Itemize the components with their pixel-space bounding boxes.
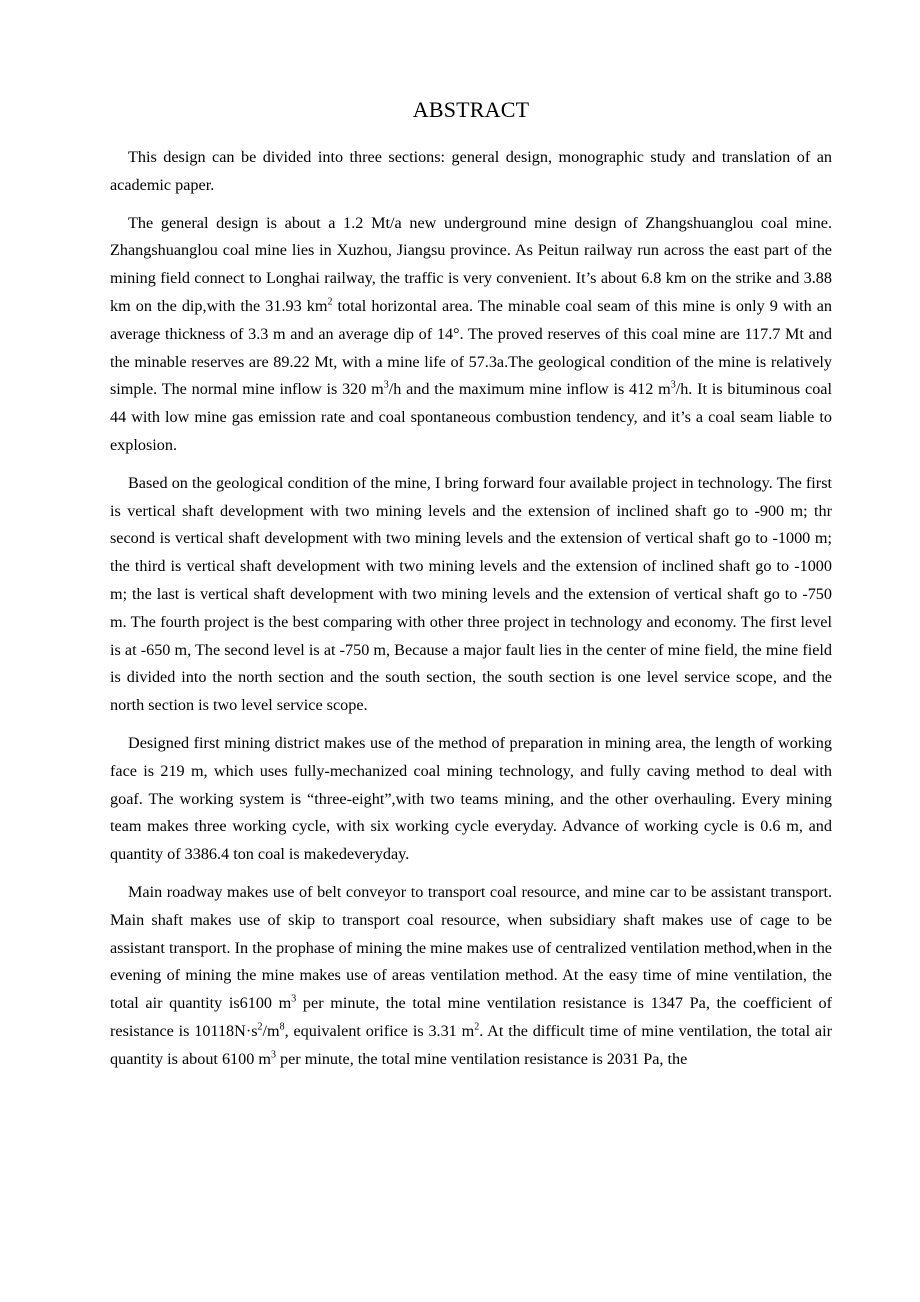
text-run: total horizontal area. The minable coal seam of this mine is only 9 with an average thickness of 3.3 m and an average dip of 14°. The proved reserves of this coal mine are 117.7 Mt and the minable reserves are 89.22 Mt, with a mine life of 57.3a.The geological condition of the mine is relatively simple. The normal mine inflow is 320 m <box>110 296 833 399</box>
body-text <box>110 144 832 1074</box>
superscript: 3 <box>383 379 389 391</box>
text-run: per minute, the total mine ventilation resistance is 1347 Pa, the coefficient of resistance is 10118N·s <box>110 994 832 1040</box>
body-paragraph <box>110 144 832 200</box>
page-title: ABSTRACT <box>412 97 530 122</box>
superscript: 3 <box>670 379 676 391</box>
superscript: 3 <box>270 1049 276 1061</box>
text-run: Based on the geological condition of the mine, I bring forward four available project in technology. The first is vertical shaft development with two mining levels and the extension of inclined shaft go to -900 m; thr second is vertical shaft development with two mining levels and the extension of vertical shaft go to -1000 m; the third is vertical shaft development with two mining levels and the extension of inclined shaft go to -1000 m; the last is vertical shaft development with two mining levels and the extension of vertical shaft go to -750 m. The fourth project is the best comparing with other three project in technology and economy. The first level is at -650 m, The second level is at -750 m, Because a major fault lies in the center of mine field, the mine field is divided into the north section and the south section, the south section is one level service scope, and the north section is two level service scope. <box>110 473 832 715</box>
superscript: 8 <box>279 1021 285 1033</box>
text-run: The general design is about a 1.2 Mt/a new underground mine design of Zhangshuanglou coal mine. Zhangshuanglou coal mine lies in Xuzhou, Jiangsu province. As Peitun railway run across the east part of the mining field connect to Longhai railway, the traffic is very convenient. It’s about 6.8 km on the strike and 3.88 km on the dip,with the 31.93 km <box>110 213 832 315</box>
superscript: 3 <box>291 993 297 1005</box>
superscript: 2 <box>327 296 333 308</box>
body-paragraph <box>110 730 832 869</box>
superscript: 2 <box>474 1021 480 1033</box>
text-run: Designed first mining district makes use of the method of preparation in mining area, the length of working face is 219 m, which uses fully-mechanized coal mining technology, and fully caving method to deal with goaf. The working system is “three-eight”,with two teams mining, and the other overhauling. Every mining team makes three working cycle, with six working cycle everyday. Advance of working cycle is 0.6 m, and quantity of 3386.4 ton coal is makedeveryday. <box>110 733 832 864</box>
text-run: /m <box>262 1021 280 1040</box>
text-run: /h. It is bituminous coal 44 with low mine gas emission rate and coal spontaneous combustion tendency, and it’s a coal seam liable to explosion. <box>110 380 832 454</box>
text-run: This design can be divided into three sections: general design, monographic study and translation of an academic paper. <box>110 148 832 194</box>
body-paragraph <box>110 470 832 720</box>
text-run: /h and the maximum mine inflow is 412 m <box>388 380 671 399</box>
text-run: per minute, the total mine ventilation resistance is 2031 Pa, the <box>275 1049 688 1068</box>
text-run: Main roadway makes use of belt conveyor to transport coal resource, and mine car to be assistant transport. Main shaft makes use of skip to transport coal resource, when subsidiary shaft makes use of cage to be assistant transport. In the prophase of mining the mine makes use of centralized ventilation method,when in the evening of mining the mine makes use of areas ventilation method. At the easy time of mine ventilation, the total air quantity is6100 m <box>110 882 832 1013</box>
text-run: . At the difficult time of mine ventilation, the total air quantity is about 6100 m <box>110 1021 832 1068</box>
text-run: , equivalent orifice is 3.31 m <box>284 1021 475 1040</box>
superscript: 2 <box>257 1021 263 1033</box>
body-paragraph <box>110 210 832 460</box>
body-paragraph <box>110 879 832 1074</box>
document-page <box>110 96 832 1084</box>
